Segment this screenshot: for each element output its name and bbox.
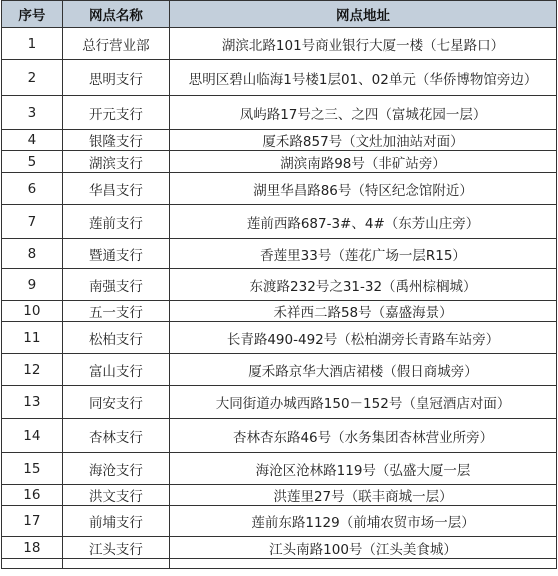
row-branch-name: 莲前支行 [62, 205, 169, 239]
table-row [2, 453, 557, 485]
row-branch-name: 松柏支行 [62, 322, 169, 354]
row-number: 15 [2, 453, 63, 485]
row-branch-name: 同安支行 [62, 386, 169, 419]
row-branch-address: 海沧区沧林路119号（弘盛大厦一层 [170, 453, 557, 485]
row-branch-address: 江头南路100号（江头美食城） [170, 537, 557, 559]
table-row [2, 205, 557, 239]
row-number: 4 [2, 130, 63, 151]
table-row [2, 301, 557, 322]
row-branch-address: 洪莲里27号（联丰商城一层） [170, 485, 557, 506]
header-number: 序号 [2, 1, 63, 28]
row-number: 17 [2, 506, 63, 537]
table-row [2, 419, 557, 453]
row-branch-address: 湖滨北路101号商业银行大厦一楼（七星路口） [170, 28, 557, 60]
table-row [2, 173, 557, 205]
row-number: 9 [2, 269, 63, 301]
table-row [2, 485, 557, 506]
row-branch-address: 香莲里33号（莲花广场一层R15） [170, 239, 557, 269]
row-number: 2 [2, 60, 63, 96]
row-number: 5 [2, 151, 63, 173]
row-branch-name: 前埔支行 [62, 506, 169, 537]
table-row [2, 239, 557, 269]
table-row [2, 559, 557, 569]
table-row [2, 60, 557, 96]
row-branch-name: 富山支行 [62, 354, 169, 386]
row-branch-address: 大同街道办城西路150－152号（皇冠酒店对面） [170, 386, 557, 419]
row-number: 18 [2, 537, 63, 559]
row-branch-address: 厦禾路京华大酒店裙楼（假日商城旁） [170, 354, 557, 386]
row-branch-address: 厦禾路857号（文灶加油站对面） [170, 130, 557, 151]
row-number: 13 [2, 386, 63, 419]
row-branch-address: 湖滨南路98号（非矿站旁） [170, 151, 557, 173]
row-branch-address: 长青路490-492号（松柏湖旁长青路车站旁） [170, 322, 557, 354]
table-row [2, 537, 557, 559]
row-branch-name: 华昌支行 [62, 173, 169, 205]
table-row [2, 386, 557, 419]
row-branch-name: 杏林支行 [62, 419, 169, 453]
row-branch-name [62, 559, 169, 569]
row-number: 6 [2, 173, 63, 205]
row-branch-address [170, 559, 557, 569]
header-branch-name: 网点名称 [62, 1, 169, 28]
row-branch-name: 暨通支行 [62, 239, 169, 269]
row-number: 10 [2, 301, 63, 322]
table-row [2, 151, 557, 173]
row-branch-address: 莲前西路687-3#、4#（东芳山庄旁） [170, 205, 557, 239]
row-number: 11 [2, 322, 63, 354]
row-branch-address: 湖里华昌路86号（特区纪念馆附近） [170, 173, 557, 205]
table-row [2, 269, 557, 301]
row-branch-address: 杏林杏东路46号（水务集团杏林营业所旁） [170, 419, 557, 453]
table-row [2, 28, 557, 60]
row-branch-name: 银隆支行 [62, 130, 169, 151]
row-branch-name: 思明支行 [62, 60, 169, 96]
table-header-row [2, 1, 557, 28]
header-branch-address: 网点地址 [170, 1, 557, 28]
row-number [2, 559, 63, 569]
row-number: 8 [2, 239, 63, 269]
row-number: 16 [2, 485, 63, 506]
table-row [2, 354, 557, 386]
branch-table [1, 0, 557, 569]
row-branch-name: 江头支行 [62, 537, 169, 559]
row-branch-address: 思明区碧山临海1号楼1层01、02单元（华侨博物馆旁边） [170, 60, 557, 96]
row-number: 3 [2, 96, 63, 130]
row-number: 7 [2, 205, 63, 239]
row-branch-name: 洪文支行 [62, 485, 169, 506]
row-branch-address: 凤屿路17号之三、之四（富城花园一层） [170, 96, 557, 130]
row-branch-address: 禾祥西二路58号（嘉盛海景） [170, 301, 557, 322]
row-branch-name: 五一支行 [62, 301, 169, 322]
table-row [2, 130, 557, 151]
table-row [2, 506, 557, 537]
row-branch-name: 海沧支行 [62, 453, 169, 485]
row-number: 14 [2, 419, 63, 453]
table-row [2, 322, 557, 354]
row-number: 12 [2, 354, 63, 386]
table-row [2, 96, 557, 130]
row-branch-name: 南强支行 [62, 269, 169, 301]
row-branch-address: 东渡路232号之31-32（禹州棕榈城） [170, 269, 557, 301]
row-branch-name: 开元支行 [62, 96, 169, 130]
row-branch-address: 莲前东路1129（前埔农贸市场一层） [170, 506, 557, 537]
row-number: 1 [2, 28, 63, 60]
row-branch-name: 总行营业部 [62, 28, 169, 60]
row-branch-name: 湖滨支行 [62, 151, 169, 173]
